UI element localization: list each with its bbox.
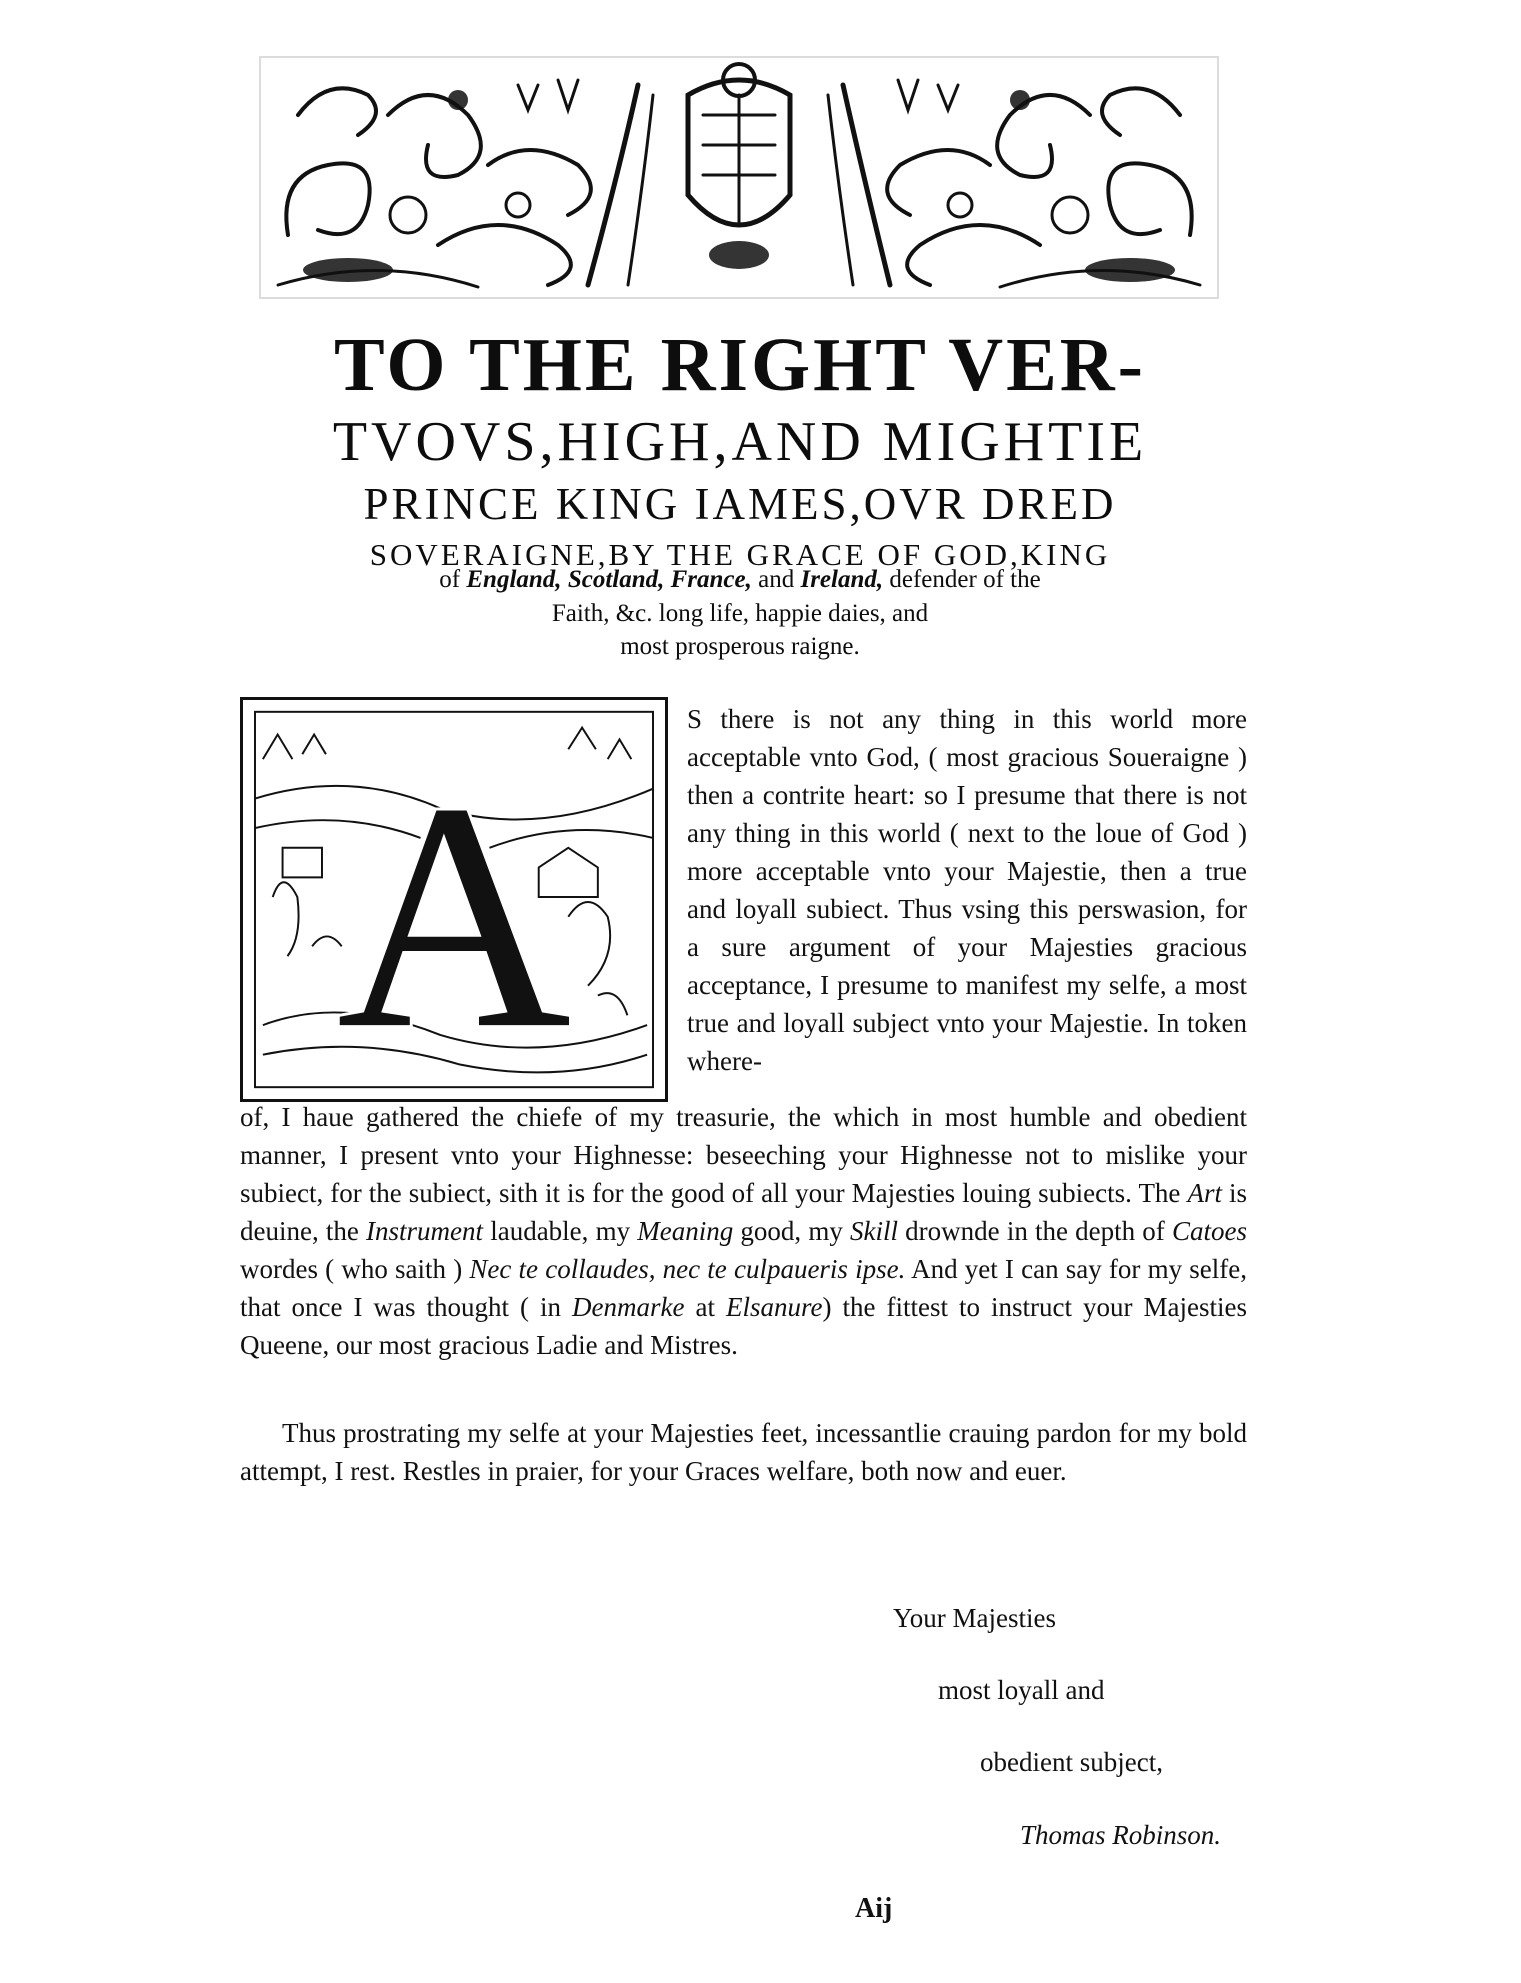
body-paragraph-1: of, I haue gathered the chiefe of my treasurie, the which in most humble and obedient manner, I present vnto your Highnesse: beseeching your Highnesse not to mislike your subiect, for the subiect, sith it is for the good of all your Majesties louing subiects. The Art is deuine, the Instrument laudable, my Meaning good, my Skill drownde in the depth of Catoes wordes ( who saith ) Nec te collaudes, nec te culpaueris ipse. And yet I can say for my selfe, that once I was thought ( in Denmarke at Elsanure) the fittest to instruct your Majesties Queene, our most gracious Ladie and Mistres.	[240, 1102, 1247, 1360]
title-line-5: of England, Scotland, France, and Ireland, defender of the	[439, 566, 1041, 593]
svg-text:A: A	[336, 736, 572, 1097]
title-line-1: TO THE RIGHT VER-	[334, 323, 1146, 407]
title-line-6: Faith, &c. long life, happie daies, and	[551, 600, 929, 627]
title-line-7: most prosperous raigne.	[620, 633, 860, 660]
woodcut-initial-a-icon	[240, 697, 668, 1102]
signature-line-3: obedient subject,	[980, 1747, 1163, 1777]
signature-name: Thomas Robinson.	[1020, 1820, 1222, 1850]
signature-mark: Aij	[855, 1893, 893, 1924]
title-line-2: TVOVS,HIGH,AND MIGHTIE	[332, 411, 1148, 473]
signature-line-1: Your Majesties	[893, 1603, 1057, 1633]
body-paragraph-2: Thus prostrating my selfe at your Majesties feet, incessantlie crauing pardon for my bold attempt, I rest. Restles in praier, for your Graces welfare, both now and euer.	[240, 1418, 1247, 1486]
title-line-4: SOVERAIGNE,BY THE GRACE OF GOD,KING	[369, 537, 1111, 572]
ornamental-headpiece-icon	[258, 55, 1220, 300]
body-first-block: S there is not any thing in this world more acceptable vnto God, ( most gracious Soueraigne ) then a contrite heart: so I presume that there is not any thing in this world ( next to the loue of God ) more acceptable vnto your Majestie, then a true and loyall subiect. Thus vsing this perswasion, for a sure argument of your Majesties gracious acceptance, I presume to manifest my selfe, a most true and loyall subject vnto your Majestie. In token where-	[687, 704, 1247, 1076]
title-line-3: PRINCE KING IAMES,OVR DRED	[363, 479, 1117, 529]
signature-line-2: most loyall and	[938, 1675, 1105, 1705]
